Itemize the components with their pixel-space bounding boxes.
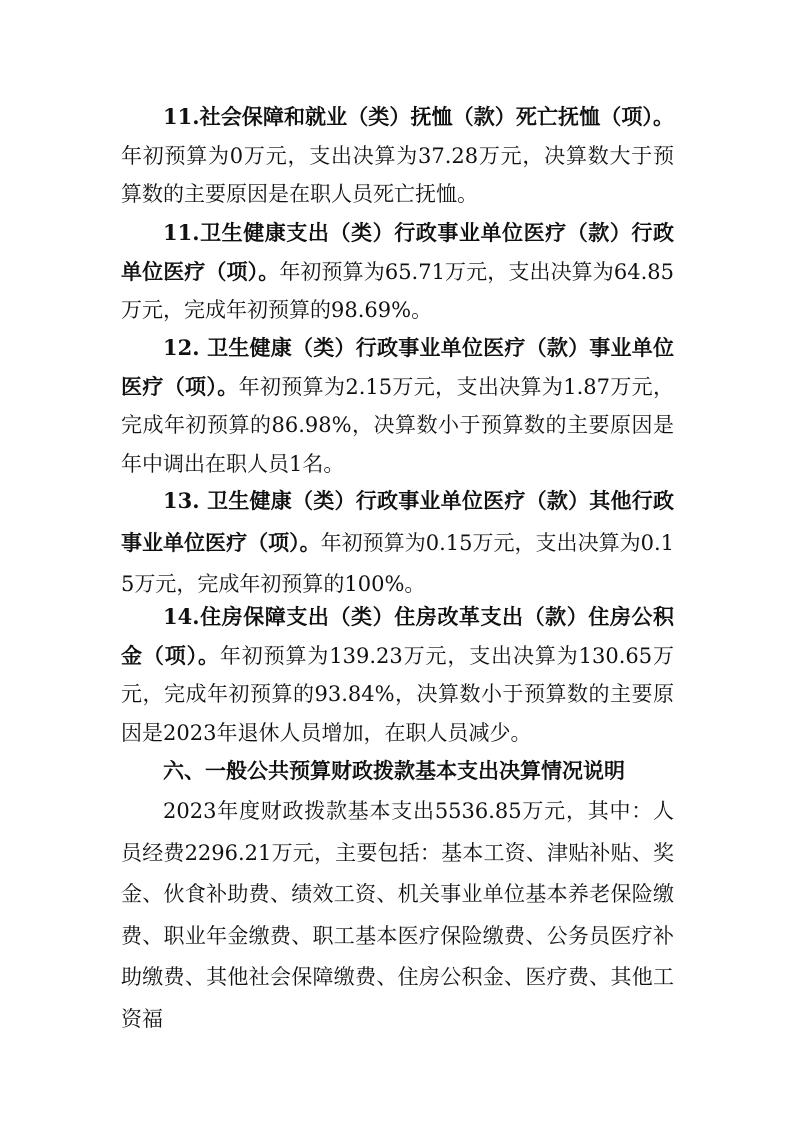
item-body: 年初预算为65.71万元，支出决算为64.85万元，完成年初预算的98.69%。 bbox=[121, 259, 674, 322]
item-heading: 11.社会保障和就业（类）抚恤（款）死亡抚恤（项）。 bbox=[163, 104, 674, 129]
paragraph-item-11-admin-medical bbox=[121, 214, 674, 330]
section-heading: 六、一般公共预算财政拨款基本支出决算情况说明 bbox=[163, 759, 625, 783]
paragraph-item-13-other-medical bbox=[121, 480, 674, 605]
item-heading: 12. 卫生健康（类）行政事业单位医疗（款）事业单位医疗（项）。 bbox=[121, 335, 674, 399]
item-heading: 14.住房保障支出（类）住房改革支出（款）住房公积金（项）。 bbox=[121, 604, 674, 668]
paragraph-item-14-housing-fund bbox=[121, 598, 674, 752]
item-body: 年初预算为2.15万元，支出决算为1.87万元，完成年初预算的86.98%，决算数小于预算数的主要原因是年中调出在职人员1名。 bbox=[121, 374, 675, 476]
item-body: 年初预算为139.23万元，支出决算为130.65万元，完成年初预算的93.84%，决算数小于预算数的主要原因是2023年退休人员增加，在职人员减少。 bbox=[121, 643, 674, 745]
paragraph-item-12-institution-medical bbox=[121, 329, 674, 483]
item-body: 年初预算为0万元，支出决算为37.28万元，决算数大于预算数的主要原因是在职人员死亡抚恤。 bbox=[121, 143, 674, 206]
paragraph-item-11-pension bbox=[121, 98, 674, 214]
item-heading: 11.卫生健康支出（类）行政事业单位医疗（款）行政单位医疗（项）。 bbox=[121, 220, 674, 284]
item-body: 年初预算为0.15万元，支出决算为0.15万元，完成年初预算的100%。 bbox=[121, 531, 675, 596]
item-heading: 13. 卫生健康（类）行政事业单位医疗（款）其他行政事业单位医疗（项）。 bbox=[121, 488, 674, 555]
section-body: 2023年度财政拨款基本支出5536.85万元，其中：人员经费2296.21万元，主要包括：基本工资、津贴补贴、奖金、伙食补助费、绩效工资、机关事业单位基本养老保险缴费、职业年金缴费、职工基本医疗保险缴费、公务员医疗补助缴费、其他社会保障缴费、住房公积金、医疗费、其他工资福 bbox=[121, 799, 674, 1031]
